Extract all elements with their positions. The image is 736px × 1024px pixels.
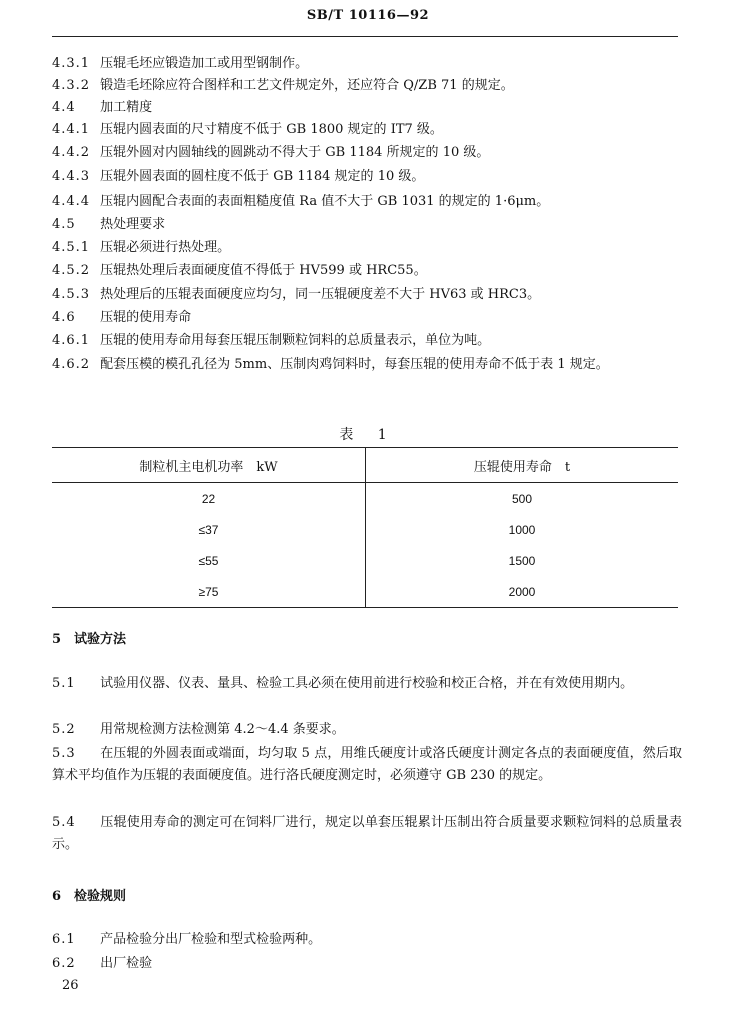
cell-life: 500 (511, 491, 533, 506)
clause-4-6 (52, 308, 682, 328)
clause-text: 配套压模的模孔孔径为 5mm、压制肉鸡饲料时，每套压辊的使用寿命不低于表 1 规定。 (100, 357, 609, 372)
table-header-row (52, 448, 678, 483)
header-motor-power: 制粒机主电机功率 kW (52, 448, 366, 483)
cell-power: ≥75 (52, 576, 366, 608)
clause-number: 5.1 (52, 676, 76, 691)
clause-text: 压辊的使用寿命 (100, 310, 192, 325)
clause-number: 4.5.2 (52, 263, 91, 278)
clause-text: 用常规检测方法检测第 4.2～4.4 条要求。 (100, 722, 345, 737)
clause-4-5-2 (52, 261, 682, 281)
clause-text: 压辊必须进行热处理。 (100, 240, 231, 255)
clause-5-1 (52, 673, 682, 695)
clause-4-4-4 (52, 192, 682, 212)
cell-life: 1000 (508, 522, 536, 537)
clause-text: 锻造毛坯除应符合图样和工艺文件规定外，还应符合 Q/ZB 71 的规定。 (100, 78, 514, 93)
clause-number: 5.2 (52, 722, 76, 737)
clause-number: 4.4.1 (52, 122, 91, 137)
clause-text: 试验用仪器、仪表、量具、检验工具必须在使用前进行校验和校正合格，并在有效使用期内。 (100, 676, 634, 691)
clause-number: 4.4.3 (52, 169, 91, 184)
cell-life: 2000 (366, 576, 679, 608)
clause-number: 6.1 (52, 932, 76, 947)
clause-number: 4.5.1 (52, 240, 91, 255)
clause-number: 4.3.1 (52, 56, 91, 71)
clause-5-3 (52, 743, 682, 787)
table-row (52, 545, 678, 576)
clause-text: 在压辊的外圆表面或端面，均匀取 5 点，用维氏硬度计或洛氏硬度计测定各点的表面硬度值，然后取算术平均值作为压辊的表面硬度值。进行洛氏硬度测定时，必须遵守 GB 230 的规定。 (52, 746, 682, 783)
cell-power: 22 (52, 483, 366, 515)
clause-text: 产品检验分出厂检验和型式检验两种。 (100, 932, 322, 947)
table-title: 表 1 (339, 427, 397, 443)
clause-4-4 (52, 98, 682, 118)
service-life-table (52, 447, 678, 608)
clause-4-3-2 (52, 76, 682, 96)
clause-number: 4.6.1 (52, 333, 91, 348)
clause-number: 6.2 (52, 956, 76, 971)
table-row (52, 514, 678, 545)
clause-text: 热处理后的压辊表面硬度应均匀，同一压辊硬度差不大于 HV63 或 HRC3。 (100, 287, 541, 302)
clause-4-6-1 (52, 331, 682, 351)
clause-4-6-2 (52, 354, 682, 376)
clause-text: 压辊内圆表面的尺寸精度不低于 GB 1800 规定的 IT7 级。 (100, 122, 443, 137)
clause-4-4-3 (52, 167, 682, 187)
section-5-title: 5 试验方法 (52, 632, 127, 647)
cell-power: ≤55 (52, 545, 366, 576)
section-6-title: 6 检验规则 (52, 889, 127, 904)
clause-number: 4.5.3 (52, 287, 91, 302)
clause-text: 压辊热处理后表面硬度值不得低于 HV599 或 HRC55。 (100, 263, 427, 278)
cell-life: 1500 (508, 553, 536, 568)
table-row (52, 576, 678, 608)
clause-4-3-1 (52, 54, 682, 74)
clause-number: 4.4 (52, 100, 76, 115)
header-rule (52, 36, 678, 37)
clause-text: 压辊外圆表面的圆柱度不低于 GB 1184 规定的 10 级。 (100, 169, 425, 184)
clause-number: 5.4 (52, 815, 76, 830)
cell-power: ≤37 (52, 514, 366, 545)
clause-5-2 (52, 720, 682, 740)
clause-4-4-1 (52, 120, 682, 140)
clause-number: 5.3 (52, 746, 76, 761)
clause-5-4 (52, 812, 682, 856)
clause-number: 4.4.2 (52, 145, 91, 160)
clause-text: 压辊外圆对内圆轴线的圆跳动不得大于 GB 1184 所规定的 10 级。 (100, 145, 490, 160)
table-row (52, 483, 678, 515)
clause-number: 4.4.4 (52, 194, 91, 209)
clause-4-5 (52, 215, 682, 235)
clause-number: 4.6.2 (52, 357, 91, 372)
header-service-life: 压辊使用寿命 t (366, 448, 679, 483)
clause-text: 加工精度 (100, 100, 153, 115)
clause-4-5-3 (52, 285, 682, 305)
clause-text: 压辊的使用寿命用每套压辊压制颗粒饲料的总质量表示，单位为吨。 (100, 333, 491, 348)
document-header: SB/T 10116—92 (306, 8, 430, 23)
clause-6-2 (52, 954, 682, 974)
clause-text: 压辊内圆配合表面的表面粗糙度值 Ra 值不大于 GB 1031 的规定的 1·6μm。 (100, 194, 550, 209)
page-number: 26 (62, 978, 79, 993)
clause-text: 出厂检验 (100, 956, 153, 971)
clause-text: 热处理要求 (100, 217, 166, 232)
clause-4-5-1 (52, 238, 682, 258)
clause-number: 4.3.2 (52, 78, 91, 93)
clause-text: 压辊使用寿命的测定可在饲料厂进行，规定以单套压辊累计压制出符合质量要求颗粒饲料的总质量表示。 (52, 815, 682, 852)
clause-4-4-2 (52, 143, 682, 163)
clause-6-1 (52, 930, 682, 950)
clause-number: 4.6 (52, 310, 76, 325)
clause-number: 4.5 (52, 217, 76, 232)
clause-text: 压辊毛坯应锻造加工或用型钢制作。 (100, 56, 309, 71)
